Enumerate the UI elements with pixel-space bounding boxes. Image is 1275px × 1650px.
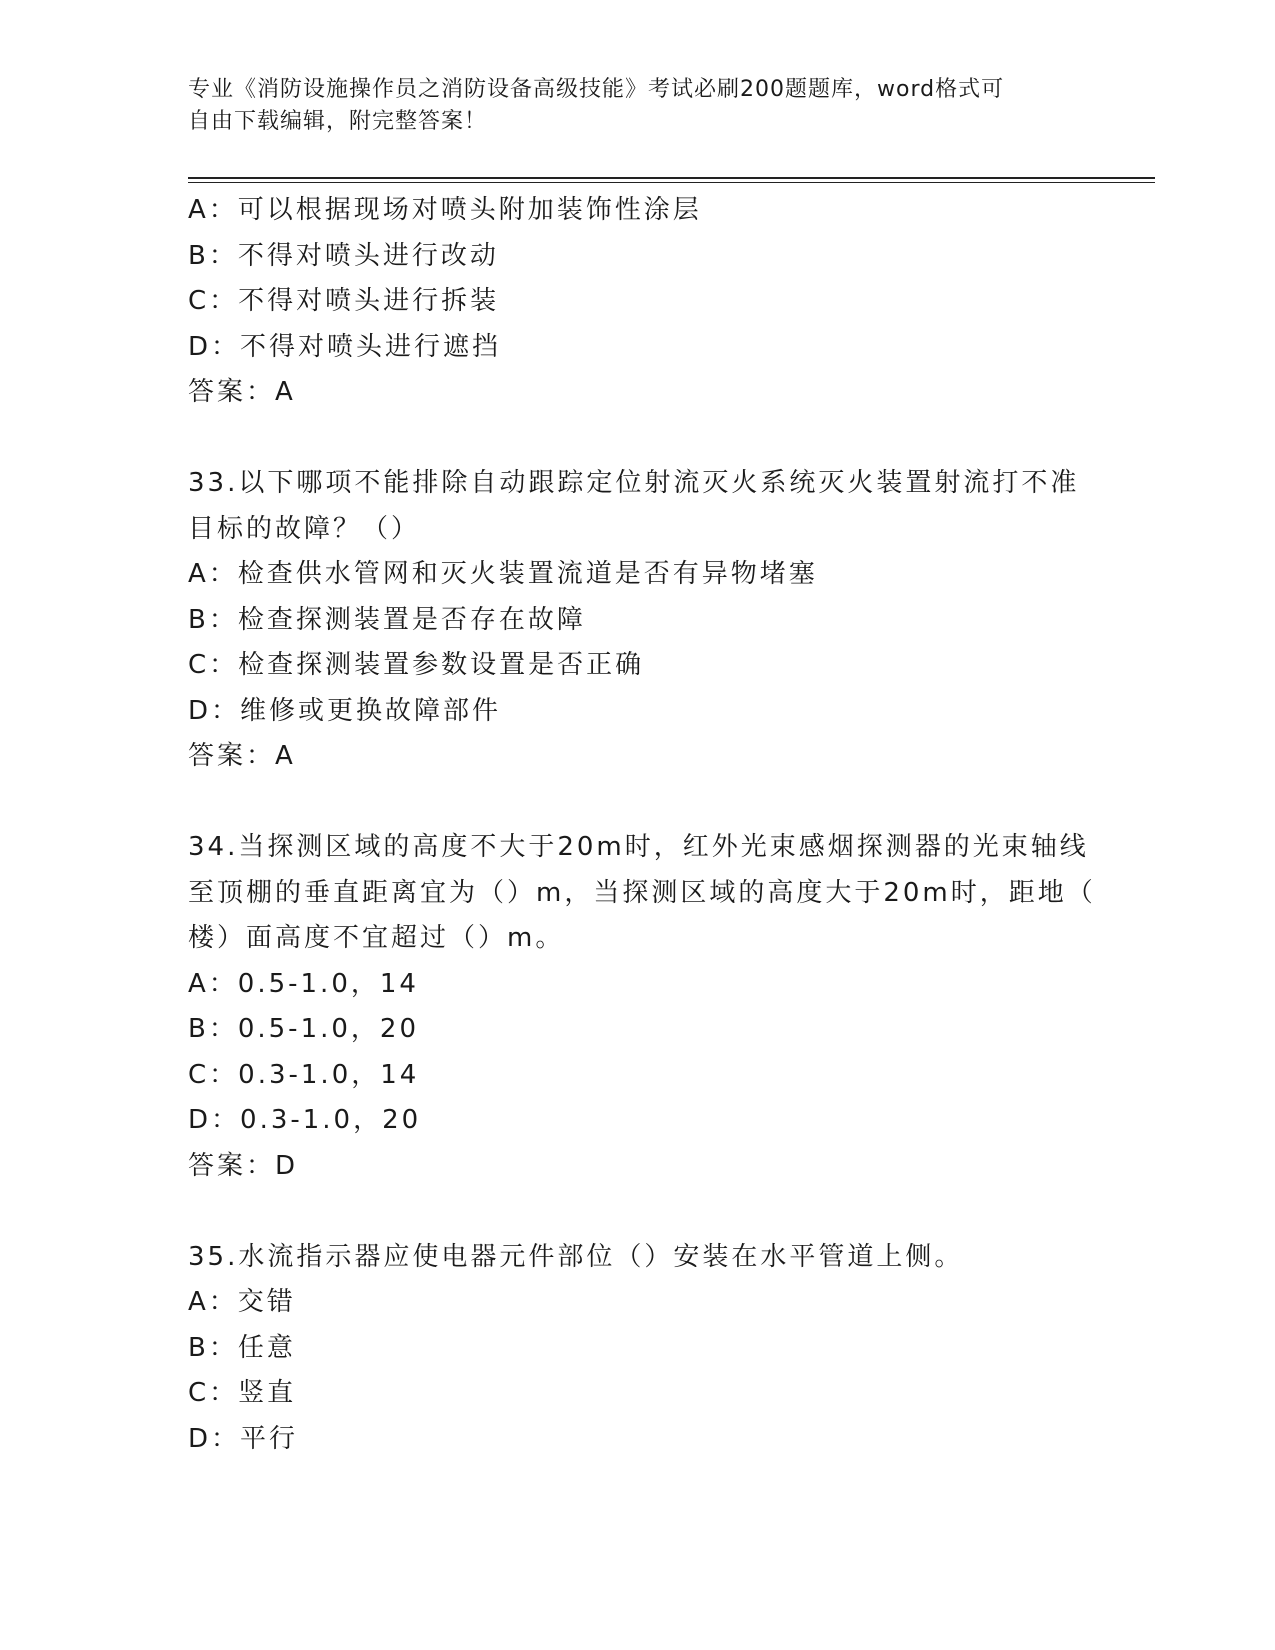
question-stem (188, 461, 1088, 552)
option-c: C：检查探测装置参数设置是否正确 (188, 650, 645, 680)
header-divider-thick (188, 177, 1155, 179)
header-line-1: 专业《消防设施操作员之消防设备高级技能》考试必刷200题题库，word格式可 (188, 77, 1005, 102)
question-33 (188, 461, 1088, 780)
option-b: B：任意 (188, 1332, 296, 1363)
stem-line: 楼）面高度不宜超过（）m。 (188, 923, 565, 953)
option-d: D：平行 (188, 1423, 299, 1454)
stem-line: 33.以下哪项不能排除自动跟踪定位射流灭火系统灭火装置射流打不准 (188, 468, 1080, 498)
page-header (188, 74, 1068, 138)
option-a: A：交错 (188, 1287, 296, 1317)
option-a: A：0.5-1.0，14 (188, 968, 419, 999)
question-32 (188, 188, 1088, 416)
option-c: C：0.3-1.0，14 (188, 1059, 420, 1090)
question-stem (188, 1235, 1088, 1281)
stem-line: 目标的故障？（） (188, 513, 421, 544)
stem-line: 34.当探测区域的高度不大于20m时，红外光束感烟探测器的光束轴线 (188, 832, 1089, 862)
spacer (188, 780, 1088, 826)
header-line-2: 自由下载编辑，附完整答案！ (188, 109, 488, 134)
option-d: D：不得对喷头进行遮挡 (188, 331, 502, 362)
answer: 答案：A (188, 377, 296, 407)
option-d: D：维修或更换故障部件 (188, 695, 502, 726)
stem-line: 35.水流指示器应使电器元件部位（）安装在水平管道上侧。 (188, 1241, 964, 1272)
answer: 答案：D (188, 1150, 299, 1181)
option-a: A：检查供水管网和灭火装置流道是否有异物堵塞 (188, 559, 818, 589)
option-d: D：0.3-1.0，20 (188, 1105, 422, 1135)
question-34 (188, 825, 1096, 1189)
header-divider-thin (188, 182, 1155, 183)
option-a: A：可以根据现场对喷头附加装饰性涂层 (188, 195, 702, 225)
question-stem (188, 825, 1096, 962)
option-c: C：不得对喷头进行拆装 (188, 286, 500, 316)
question-35 (188, 1235, 1088, 1463)
spacer (188, 1189, 1088, 1235)
option-b: B：检查探测装置是否存在故障 (188, 604, 586, 635)
question-list (188, 188, 1096, 1462)
answer: 答案：A (188, 741, 296, 771)
spacer (188, 416, 1088, 462)
stem-line: 至顶棚的垂直距离宜为（）m，当探测区域的高度大于20m时，距地（ (188, 877, 1096, 908)
option-c: C：竖直 (188, 1378, 297, 1408)
option-b: B：不得对喷头进行改动 (188, 240, 499, 271)
option-b: B：0.5-1.0，20 (188, 1014, 420, 1044)
